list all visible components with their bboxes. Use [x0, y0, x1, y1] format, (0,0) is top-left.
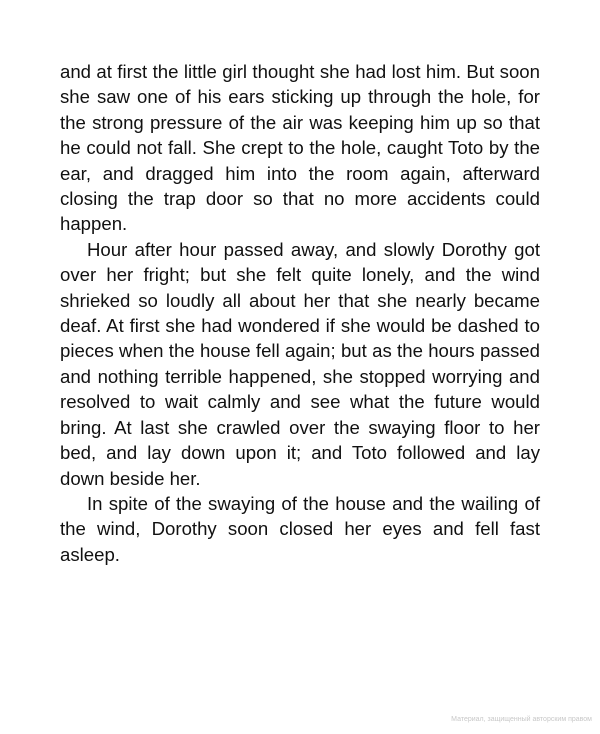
paragraph-continued: and at first the little girl thought she had lost him. But soon she saw one of his ears sticking up through the hole, for the strong pressure of the air was keeping him up so that he could not fall. She crept to the hole, caught Toto by the ear, and dragged him into the room again, afterward closing the trap door so that no more accidents could happen. [60, 61, 540, 235]
book-text [60, 59, 540, 567]
paragraph: In spite of the swaying of the house and the wailing of the wind, Dorothy soon closed her eyes and fell fast asleep. [60, 492, 540, 565]
paragraph: Hour after hour passed away, and slowly Dorothy got over her fright; but she felt quite lonely, and the wind shrieked so loudly all about her that she nearly became deaf. At first she had wondered if she would be dashed to pieces when the house fell again; but as the hours passed and nothing terrible happened, she stopped worrying and resolved to wait calmly and see what the future would bring. At last she crawled over the swaying floor to her bed, and lay down upon it; and Toto followed and lay down beside her. [60, 238, 540, 489]
copyright-notice: Материал, защищенный авторским правом [451, 716, 592, 723]
